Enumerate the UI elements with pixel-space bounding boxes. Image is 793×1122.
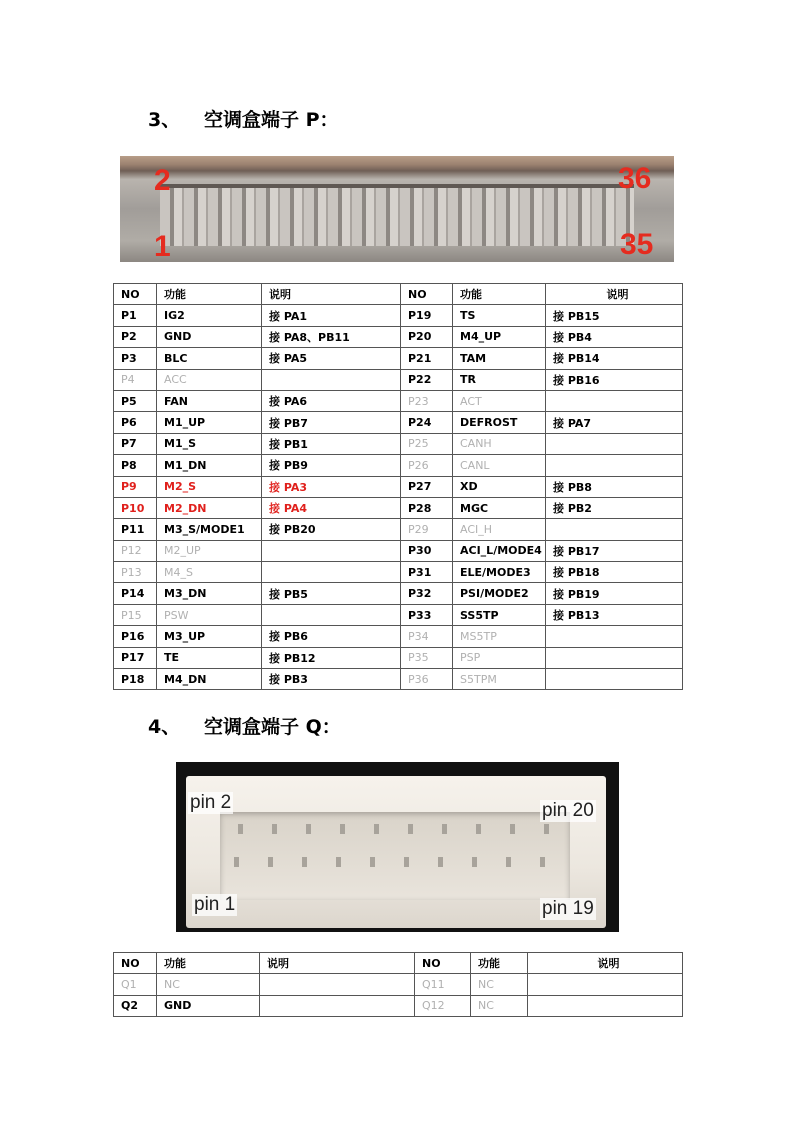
pin-number: P27 [401,476,453,497]
pin-function: M1_S [157,433,262,454]
connector-pin [340,824,345,834]
pin-description: 接 PB14 [546,348,683,369]
pin-function: ELE/MODE3 [453,562,546,583]
pin-description [528,995,683,1016]
pin-number: P36 [401,669,453,690]
connector-q-label-pin2: pin 2 [190,792,232,813]
pin-description [262,562,401,583]
pin-function: SS5TP [453,604,546,625]
pin-function: TAM [453,348,546,369]
connector-pin [438,857,443,867]
pin-function: ACC [157,369,262,390]
pin-description [262,540,401,561]
header-no-2: NO [415,953,471,974]
pin-number: P7 [114,433,157,454]
pin-function: MGC [453,497,546,518]
pin-number: P34 [401,626,453,647]
header-function: 功能 [157,284,262,305]
pin-number: P1 [114,305,157,326]
pin-number: P35 [401,647,453,668]
pin-description: 接 PB13 [546,604,683,625]
pin-number: P22 [401,369,453,390]
pin-number: Q12 [415,995,471,1016]
pin-description [260,995,415,1016]
pin-description: 接 PB1 [262,433,401,454]
pin-function: BLC [157,348,262,369]
pin-description: 接 PB4 [546,326,683,347]
pin-number: P15 [114,604,157,625]
table-row [114,995,683,1016]
pin-number: P26 [401,455,453,476]
table-row [114,390,683,411]
pin-function: XD [453,476,546,497]
connector-pin [268,857,273,867]
connector-pin [476,824,481,834]
table-header-row [114,953,683,974]
pin-description: 接 PB8 [546,476,683,497]
table-row [114,540,683,561]
pin-function: M3_DN [157,583,262,604]
pin-number: P17 [114,647,157,668]
pin-number: P5 [114,390,157,411]
connector-pin [374,824,379,834]
pin-number: P28 [401,497,453,518]
pin-table-p-body [114,305,683,690]
table-row [114,519,683,540]
pin-description [546,669,683,690]
pin-description: 接 PA5 [262,348,401,369]
connector-p-label-2: 2 [154,164,171,197]
table-row [114,348,683,369]
connector-q-photo [176,762,619,932]
pin-description: 接 PB12 [262,647,401,668]
pin-number: P14 [114,583,157,604]
pin-number: P11 [114,519,157,540]
pin-description: 接 PB3 [262,669,401,690]
connector-p-label-36: 36 [618,162,652,195]
table-row [114,626,683,647]
pin-number: P16 [114,626,157,647]
section-p-number: 3、 [148,109,181,131]
pin-description: 接 PB7 [262,412,401,433]
table-row [114,476,683,497]
pin-function: ACT [453,390,546,411]
pin-description [546,519,683,540]
pin-description [262,369,401,390]
header-function-2: 功能 [453,284,546,305]
pin-function: M4_UP [453,326,546,347]
pin-description: 接 PB5 [262,583,401,604]
pin-number: P33 [401,604,453,625]
table-row [114,326,683,347]
pin-function: TR [453,369,546,390]
pin-function: GND [157,995,260,1016]
pin-description: 接 PB17 [546,540,683,561]
pin-function: MS5TP [453,626,546,647]
connector-p-label-35: 35 [620,228,654,261]
connector-pin [238,824,243,834]
connector-pin [544,824,549,834]
pin-description [546,626,683,647]
pin-description: 接 PA6 [262,390,401,411]
pin-function: M3_S/MODE1 [157,519,262,540]
pin-table-q [113,952,683,1017]
pin-description [546,433,683,454]
pin-number: P4 [114,369,157,390]
pin-description: 接 PA1 [262,305,401,326]
pin-number: P13 [114,562,157,583]
connector-pin [234,857,239,867]
connector-p-label-1: 1 [154,230,171,262]
pin-number: P30 [401,540,453,561]
section-p-title: 空调盒端子 P： [204,109,339,131]
pin-function: ACI_L/MODE4 [453,540,546,561]
pin-description [546,390,683,411]
pin-function: PSW [157,604,262,625]
header-description-2: 说明 [528,953,683,974]
pin-table-p [113,283,683,690]
pin-function: PSP [453,647,546,668]
pin-number: P31 [401,562,453,583]
pin-function: M4_S [157,562,262,583]
table-header-row [114,284,683,305]
pin-description [262,604,401,625]
connector-p-pins [160,184,634,246]
pin-function: TS [453,305,546,326]
pin-description: 接 PB16 [546,369,683,390]
connector-pin [302,857,307,867]
connector-pin [506,857,511,867]
pin-number: Q1 [114,974,157,995]
table-row [114,647,683,668]
connector-q-label-pin20: pin 20 [542,800,594,821]
pin-description [528,974,683,995]
pin-function: CANL [453,455,546,476]
pin-function: NC [157,974,260,995]
connector-pin [336,857,341,867]
pin-description [546,455,683,476]
pin-function: M2_UP [157,540,262,561]
pin-function: DEFROST [453,412,546,433]
connector-pin [404,857,409,867]
pin-function: S5TPM [453,669,546,690]
pin-description [546,647,683,668]
connector-pin [442,824,447,834]
pin-number: P12 [114,540,157,561]
pin-function: M3_UP [157,626,262,647]
section-q-number: 4、 [148,716,181,738]
pin-number: P24 [401,412,453,433]
header-no-2: NO [401,284,453,305]
pin-number: P6 [114,412,157,433]
table-row [114,455,683,476]
connector-pin [408,824,413,834]
connector-pin [540,857,545,867]
table-row [114,669,683,690]
pin-description: 接 PB2 [546,497,683,518]
pin-function: GND [157,326,262,347]
pin-table-q-body [114,974,683,1017]
table-row [114,433,683,454]
pin-description: 接 PB18 [546,562,683,583]
header-description: 说明 [262,284,401,305]
header-no: NO [114,284,157,305]
pin-function: M2_DN [157,497,262,518]
connector-q-label-pin1: pin 1 [194,894,236,915]
pin-description: 接 PA3 [262,476,401,497]
pin-number: P2 [114,326,157,347]
pin-number: Q2 [114,995,157,1016]
pin-function: NC [471,974,528,995]
pin-function: ACI_H [453,519,546,540]
pin-number: P8 [114,455,157,476]
section-p-heading [148,105,339,132]
connector-pin [510,824,515,834]
connector-p-photo [120,156,674,262]
pin-description: 接 PB6 [262,626,401,647]
pin-description [260,974,415,995]
pin-number: P10 [114,497,157,518]
pin-number: P25 [401,433,453,454]
pin-number: P23 [401,390,453,411]
pin-description: 接 PB19 [546,583,683,604]
pin-function: NC [471,995,528,1016]
table-row [114,497,683,518]
pin-number: P32 [401,583,453,604]
pin-function: M4_DN [157,669,262,690]
pin-description: 接 PB15 [546,305,683,326]
pin-number: P19 [401,305,453,326]
pin-number: Q11 [415,974,471,995]
pin-function: IG2 [157,305,262,326]
pin-function: FAN [157,390,262,411]
header-function-2: 功能 [471,953,528,974]
table-row [114,604,683,625]
section-q-title: 空调盒端子 Q： [204,716,341,738]
header-description-2: 说明 [546,284,683,305]
pin-number: P18 [114,669,157,690]
pin-function: M1_UP [157,412,262,433]
pin-number: P9 [114,476,157,497]
connector-pin [370,857,375,867]
pin-description: 接 PB9 [262,455,401,476]
pin-function: CANH [453,433,546,454]
pin-number: P21 [401,348,453,369]
pin-number: P29 [401,519,453,540]
pin-description: 接 PA8、PB11 [262,326,401,347]
pin-function: M2_S [157,476,262,497]
pin-function: M1_DN [157,455,262,476]
pin-description: 接 PB20 [262,519,401,540]
table-row [114,562,683,583]
connector-pin [472,857,477,867]
section-q-heading [148,712,341,739]
pin-function: PSI/MODE2 [453,583,546,604]
connector-pin [272,824,277,834]
table-row [114,583,683,604]
table-row [114,412,683,433]
table-row [114,305,683,326]
pin-number: P20 [401,326,453,347]
pin-description: 接 PA7 [546,412,683,433]
header-no: NO [114,953,157,974]
pin-description: 接 PA4 [262,497,401,518]
table-row [114,369,683,390]
header-function: 功能 [157,953,260,974]
header-description: 说明 [260,953,415,974]
pin-number: P3 [114,348,157,369]
connector-q-label-pin19: pin 19 [542,898,594,919]
table-row [114,974,683,995]
pin-function: TE [157,647,262,668]
connector-pin [306,824,311,834]
